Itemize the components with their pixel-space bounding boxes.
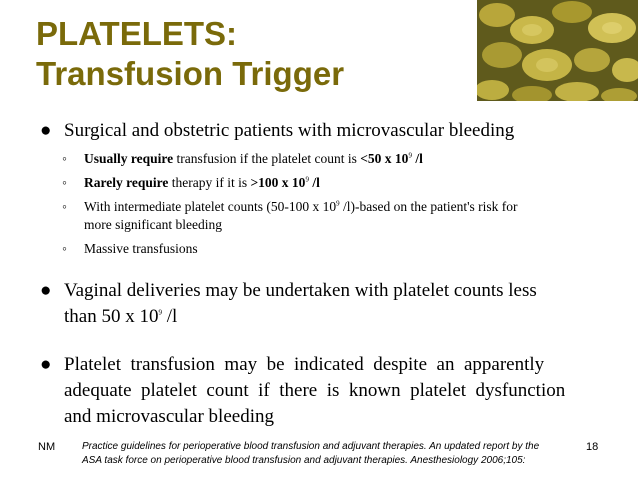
vaginal-exponent: 9 [158, 308, 162, 317]
sub-bullet-ring-icon: ◦ [62, 175, 67, 190]
subitem-massive [62, 240, 602, 258]
rarely-require-text: therapy if it is [168, 175, 251, 190]
page-number: 18 [586, 441, 599, 453]
title-line-1: PLATELETS: [36, 15, 238, 52]
reference-line-1: Practice guidelines for perioperative blood transfusion and adjuvant therapies. An updated report by the [82, 441, 540, 452]
bullet-surgical [40, 119, 610, 142]
subitem-intermediate [62, 198, 602, 234]
vaginal-line-1: Vaginal deliveries may be undertaken with platelet counts less [64, 280, 537, 301]
dysfunction-line-2: adequate platelet count if there is known platelet dysfunction [64, 380, 566, 401]
vaginal-line-2a: than 50 x 10 [64, 306, 159, 327]
subitem-usually-require [62, 150, 602, 168]
sub-bullet-ring-icon: ◦ [62, 151, 67, 166]
footer-initials: NM [38, 441, 56, 453]
intermediate-text-line2: more significant bleeding [84, 217, 222, 232]
subitem-rarely-require [62, 174, 602, 192]
rarely-exponent: 9 [305, 175, 309, 184]
platelet-micrograph-image [477, 0, 638, 101]
bullet-dot-icon: ● [40, 120, 52, 141]
sub-bullet-ring-icon: ◦ [62, 241, 67, 256]
rarely-require-bold: Rarely require [84, 175, 169, 190]
rarely-threshold: >100 x 10 [250, 175, 306, 190]
bullet-dot-icon: ● [40, 280, 52, 301]
platelet-micrograph-graphic [477, 0, 638, 101]
dysfunction-line-3: and microvascular bleeding [64, 406, 274, 427]
slide-title [36, 14, 466, 94]
usually-exponent: 9 [408, 151, 412, 160]
usually-unit: /l [411, 151, 423, 166]
reference-line-2: ASA task force on perioperative blood transfusion and adjuvant therapies. Anesthesiology 2006;105: [82, 455, 526, 466]
intermediate-text-a: With intermediate platelet counts (50-100 x 10 [84, 199, 337, 214]
bullet-vaginal [40, 279, 610, 327]
footer-reference [82, 440, 577, 468]
intermediate-text-b: /l)-based on the patient's risk for [339, 199, 518, 214]
bullet-surgical-text: Surgical and obstetric patients with microvascular bleeding [64, 120, 515, 141]
sub-bullet-ring-icon: ◦ [62, 199, 67, 214]
rarely-unit: /l [308, 175, 320, 190]
intermediate-exponent: 9 [336, 199, 340, 208]
massive-transfusions-text: Massive transfusions [84, 241, 198, 256]
bullet-dot-icon: ● [40, 354, 52, 375]
vaginal-line-2b: /l [161, 306, 178, 327]
title-line-2: Transfusion Trigger [36, 55, 345, 92]
dysfunction-line-1: Platelet transfusion may be indicated despite an apparently [64, 354, 545, 375]
usually-require-bold: Usually require [84, 151, 174, 166]
bullet-platelet-dysfunction [40, 353, 610, 425]
usually-require-text: transfusion if the platelet count is [173, 151, 361, 166]
usually-threshold: <50 x 10 [360, 151, 409, 166]
